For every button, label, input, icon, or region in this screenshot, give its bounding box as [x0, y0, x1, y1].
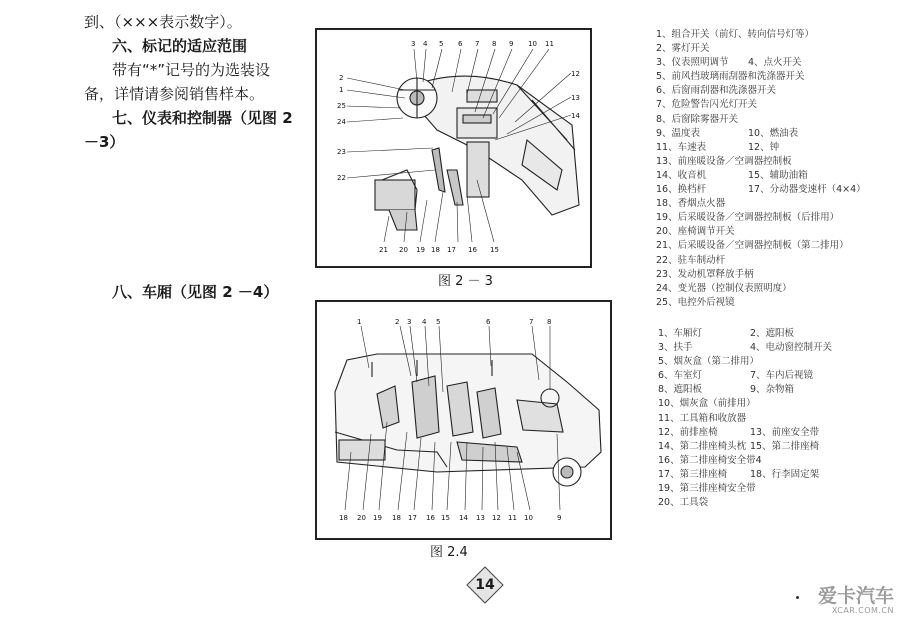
fig1-callout-21: 21	[379, 246, 388, 254]
legend1-row	[656, 268, 866, 282]
legend2-item: 13、前座安全带	[750, 426, 820, 438]
legend2-row	[658, 383, 832, 397]
legend2-item: 12、前排座椅	[658, 426, 718, 438]
fig2-callout-4: 4	[422, 318, 427, 326]
fig2-callout-18: 18	[339, 514, 348, 522]
fig1-callout-15: 15	[490, 246, 499, 254]
fig2-callout-10: 10	[524, 514, 533, 522]
legend1-item: 6、后窗雨刮器和洗涤器开关	[656, 85, 777, 97]
figure-cabin	[315, 300, 612, 540]
fig2-callout-17: 17	[408, 514, 417, 522]
fig1-callout-12: 12	[571, 70, 580, 78]
legend2-row	[658, 454, 832, 468]
legend1-row	[656, 239, 866, 253]
section-6-para-line1: 带有“*”记号的为选装设	[112, 61, 271, 79]
legend1-item: 21、后采暖设备／空调器控制板（第二排用）	[656, 240, 849, 252]
legend1-row	[656, 84, 866, 98]
fig1-callout-5: 5	[439, 40, 444, 48]
legend2-item: 15、第二排座椅	[750, 440, 820, 452]
fig1-callout-4: 4	[423, 40, 428, 48]
legend2-item: 2、遮阳板	[750, 328, 795, 339]
intro-line: 到、（×××表示数字）。	[84, 13, 242, 31]
legend2-row	[658, 397, 832, 411]
fig2-callout-3: 3	[407, 318, 412, 326]
fig1-callout-2: 2	[339, 74, 344, 82]
legend1-item: 5、前风挡玻璃雨刮器和洗涤器开关	[656, 71, 805, 83]
fig2-callout-5: 5	[436, 318, 441, 326]
fig2-callout-8: 8	[547, 318, 552, 326]
legend1-row	[656, 56, 866, 70]
legend1-item: 10、燃油表	[748, 127, 799, 139]
legend2-row	[658, 369, 832, 383]
fig1-callout-6: 6	[458, 40, 463, 48]
fig1-callout-7: 7	[475, 40, 480, 48]
fig2-callout-18b: 18	[392, 514, 401, 522]
legend2-item: 9、杂物箱	[750, 384, 795, 396]
legend1-item: 12、钟	[748, 141, 780, 153]
legend1-item: 17、分动器变速杆（4×4）	[748, 184, 866, 196]
dashboard-legend	[656, 28, 866, 310]
legend1-row	[656, 282, 866, 296]
legend1-item: 20、座椅调节开关	[656, 226, 735, 238]
figure-dashboard	[315, 28, 592, 268]
fig1-callout-24: 24	[337, 118, 346, 126]
legend1-row	[656, 113, 866, 127]
fig2-callout-1: 1	[357, 318, 362, 326]
legend2-row	[658, 355, 832, 369]
legend1-row	[656, 127, 866, 141]
legend1-item: 3、仪表照明调节	[656, 57, 729, 69]
section-6-para-line2: 备，详情请参阅销售样本。	[84, 85, 265, 103]
fig2-callout-12: 12	[492, 514, 501, 522]
legend1-row	[656, 70, 866, 84]
legend1-item: 4、点火开关	[748, 57, 802, 69]
legend1-item: 7、危险警告闪光灯开关	[656, 99, 758, 111]
legend2-item: 19、第三排座椅安全带	[658, 483, 756, 495]
legend1-item: 25、电控外后视镜	[656, 296, 735, 308]
fig1-callout-9: 9	[509, 40, 514, 48]
legend1-item: 23、发动机罩释放手柄	[656, 268, 754, 280]
legend2-item: 20、工具袋	[658, 497, 709, 509]
legend2-item: 6、车室灯	[658, 370, 703, 382]
legend1-item: 15、辅助油箱	[748, 169, 808, 181]
legend1-row	[656, 169, 866, 183]
legend1-row	[656, 254, 866, 268]
fig2-callout-2: 2	[395, 318, 400, 326]
legend1-item: 8、后窗除雾器开关	[656, 113, 739, 125]
legend1-item: 13、前座暖设备／空调器控制板	[656, 155, 792, 167]
legend2-item: 14、第二排座椅头枕	[658, 440, 747, 452]
legend1-item: 1、组合开关（前灯、转向信号灯等）	[656, 29, 815, 40]
fig1-callout-16: 16	[468, 246, 477, 254]
fig2-callout-13: 13	[476, 514, 485, 522]
legend2-row	[658, 440, 832, 454]
watermark-url: XCAR.COM.CN	[831, 606, 894, 615]
section-7-heading: 七、仪表和控制器（见图 2	[112, 109, 293, 127]
fig1-callout-13: 13	[571, 94, 580, 102]
legend1-item: 9、温度表	[656, 127, 701, 139]
fig2-callout-9: 9	[557, 514, 562, 522]
speck-mark	[796, 596, 799, 599]
section-7-heading-cont: －3）	[84, 133, 125, 151]
legend1-item: 22、驻车制动杆	[656, 254, 726, 266]
legend2-item: 18、行李固定架	[750, 468, 820, 480]
legend2-row	[658, 468, 832, 482]
legend1-item: 24、变光器（控制仪表照明度）	[656, 282, 792, 294]
fig1-callout-3: 3	[411, 40, 416, 48]
legend2-row	[658, 412, 832, 426]
legend2-item: 1、车厢灯	[658, 328, 703, 339]
legend1-item: 18、香烟点火器	[656, 198, 726, 210]
fig2-callout-20: 20	[357, 514, 366, 522]
watermark-logo-text: 爱卡汽车	[817, 585, 894, 607]
left-text-block	[84, 10, 296, 154]
section-8-heading: 八、车厢（见图 2 －4）	[112, 283, 279, 301]
legend2-row	[658, 327, 832, 341]
fig2-callout-19: 19	[373, 514, 382, 522]
legend2-row	[658, 496, 832, 510]
fig1-callout-18: 18	[431, 246, 440, 254]
cabin-legend	[658, 327, 832, 510]
legend1-row	[656, 183, 866, 197]
legend2-item: 10、烟灰盒（前排用）	[658, 398, 756, 410]
fig1-callout-1: 1	[339, 86, 344, 94]
legend1-item: 2、雾灯开关	[656, 43, 710, 55]
legend1-item: 16、换档杆	[656, 184, 707, 196]
legend2-row	[658, 341, 832, 355]
fig1-callout-14: 14	[571, 112, 580, 120]
legend2-item: 17、第三排座椅	[658, 468, 728, 480]
legend1-row	[656, 296, 866, 310]
legend2-item: 5、烟灰盒（第二排用）	[658, 356, 760, 368]
legend1-row	[656, 42, 866, 56]
dashboard-illustration	[317, 30, 590, 266]
fig2-callout-7: 7	[529, 318, 534, 326]
legend1-row	[656, 141, 866, 155]
legend2-item: 16、第二排座椅安全带4	[658, 454, 762, 466]
legend2-item: 7、车内后视镜	[750, 370, 814, 382]
fig1-callout-10: 10	[528, 40, 537, 48]
watermark	[804, 586, 894, 616]
fig1-callout-11: 11	[545, 40, 554, 48]
legend1-row	[656, 28, 866, 42]
section-6-heading: 六、标记的适应范围	[112, 37, 248, 55]
legend1-row	[656, 211, 866, 225]
legend1-item: 14、收音机	[656, 169, 707, 181]
fig1-callout-22: 22	[337, 174, 346, 182]
legend1-row	[656, 98, 866, 112]
fig2-callout-11: 11	[508, 514, 517, 522]
fig2-callout-14: 14	[459, 514, 468, 522]
legend1-item: 11、车速表	[656, 141, 707, 153]
legend2-item: 11、工具箱和收放器	[658, 412, 747, 424]
legend2-item: 4、电动窗控制开关	[750, 342, 833, 354]
fig2-callout-15: 15	[441, 514, 450, 522]
legend1-item: 19、后采暖设备／空调器控制板（后排用）	[656, 212, 840, 224]
fig1-callout-23: 23	[337, 148, 346, 156]
legend2-item: 3、扶手	[658, 342, 693, 354]
legend2-row	[658, 426, 832, 440]
page-number: 14	[475, 577, 495, 593]
fig2-callout-6: 6	[486, 318, 491, 326]
legend1-row	[656, 197, 866, 211]
legend2-item: 8、遮阳板	[658, 384, 703, 396]
fig1-callout-25: 25	[337, 102, 346, 110]
fig1-callout-8: 8	[492, 40, 497, 48]
legend1-row	[656, 225, 866, 239]
legend2-row	[658, 482, 832, 496]
cabin-illustration	[317, 302, 610, 538]
legend1-row	[656, 155, 866, 169]
fig1-callout-20: 20	[399, 246, 408, 254]
fig1-callout-19: 19	[416, 246, 425, 254]
figure-2-3-caption: 图 2 － 3	[438, 274, 493, 289]
figure-2-4-caption: 图 2.4	[430, 545, 468, 560]
fig1-callout-17: 17	[447, 246, 456, 254]
fig2-callout-16: 16	[426, 514, 435, 522]
page-number-badge	[466, 566, 504, 604]
